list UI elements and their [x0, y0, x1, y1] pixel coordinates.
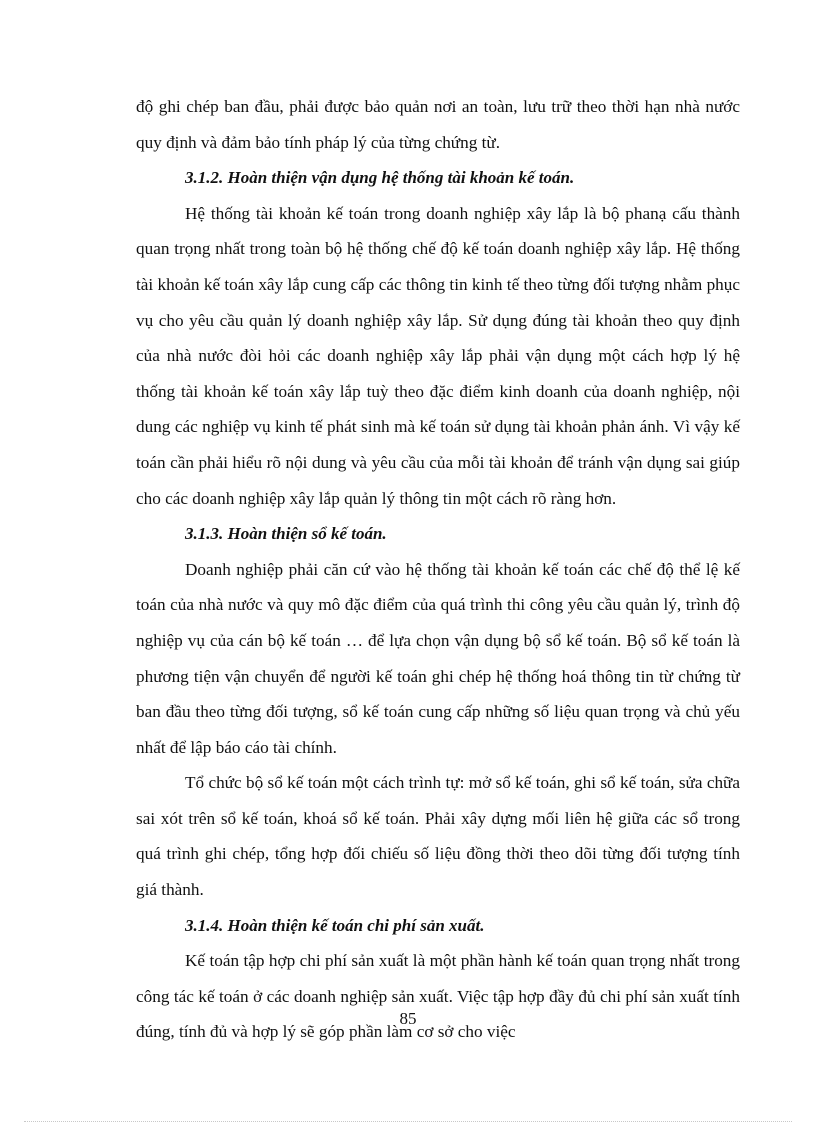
page-body: [136, 89, 740, 1050]
paragraph-account-system: Hệ thống tài khoản kế toán trong doanh nghiệp xây lắp là bộ phanạ cấu thành quan trọng nhất trong toàn bộ hệ thống chế độ kế toán doanh nghiệp xây lắp. Hệ thống tài khoản kế toán xây lắp cung cấp các thông tin kinh tế theo từng đối tượng nhằm phục vụ cho yêu cầu quản lý doanh nghiệp xây lắp. Sử dụng đúng tài khoản theo quy định của nhà nước đòi hỏi các doanh nghiệp xây lắp phải vận dụng một cách hợp lý hệ thống tài khoản kế toán xây lắp tuỳ theo đặc điểm kinh doanh của doanh nghiệp, nội dung các nghiệp vụ kinh tế phát sinh mà kế toán sử dụng tài khoản phản ánh. Vì vậy kế toán cần phải hiểu rõ nội dung và yêu cầu của mỗi tài khoản để tránh vận dụng sai giúp cho các doanh nghiệp xây lắp quản lý thông tin một cách rõ ràng hơn.: [136, 203, 740, 508]
paragraph-ledger-selection: Doanh nghiệp phải căn cứ vào hệ thống tài khoản kế toán các chế độ thể lệ kế toán của nhà nước và quy mô đặc điểm của quá trình thi công yêu cầu quản lý, trình độ nghiệp vụ của cán bộ kế toán … để lựa chọn vận dụng bộ sổ kế toán. Bộ sổ kế toán là phương tiện vận chuyển để người kế toán ghi chép hệ thống hoá thông tin từ chứng từ ban đầu theo từng đối tượng, sổ kế toán cung cấp những số liệu quan trọng và chủ yếu nhất để lập báo cáo tài chính.: [136, 559, 740, 757]
section-heading-3-1-4: 3.1.4. Hoàn thiện kế toán chi phí sản xuất.: [185, 915, 485, 935]
page-number: 85: [399, 1009, 417, 1028]
section-heading-3-1-3: 3.1.3. Hoàn thiện sổ kế toán.: [185, 524, 387, 544]
page-bottom-divider: [24, 1121, 792, 1122]
paragraph-continuation: độ ghi chép ban đầu, phải được bảo quản nơi an toàn, lưu trữ theo thời hạn nhà nước quy định và đảm bảo tính pháp lý của từng chứng từ.: [136, 97, 740, 152]
paragraph-ledger-organization: Tổ chức bộ sổ kế toán một cách trình tự: mở sổ kế toán, ghi sổ kế toán, sửa chữa sai xót trên sổ kế toán, khoá sổ kế toán. Phải xây dựng mối liên hệ giữa các sổ trong quá trình ghi chép, tổng hợp đối chiếu số liệu đồng thời theo dõi từng đối tượng tính giá thành.: [136, 773, 740, 900]
section-heading-3-1-2: 3.1.2. Hoàn thiện vận dụng hệ thống tài khoản kế toán.: [185, 168, 575, 188]
paragraph-production-cost: Kế toán tập hợp chi phí sản xuất là một phần hành kế toán quan trọng nhất trong công tác kế toán ở các doanh nghiệp sản xuất. Việc tập hợp đầy đủ chi phí sản xuất tính đúng, tính đủ và hợp lý sẽ góp phần làm cơ sở cho việc: [136, 951, 740, 1042]
